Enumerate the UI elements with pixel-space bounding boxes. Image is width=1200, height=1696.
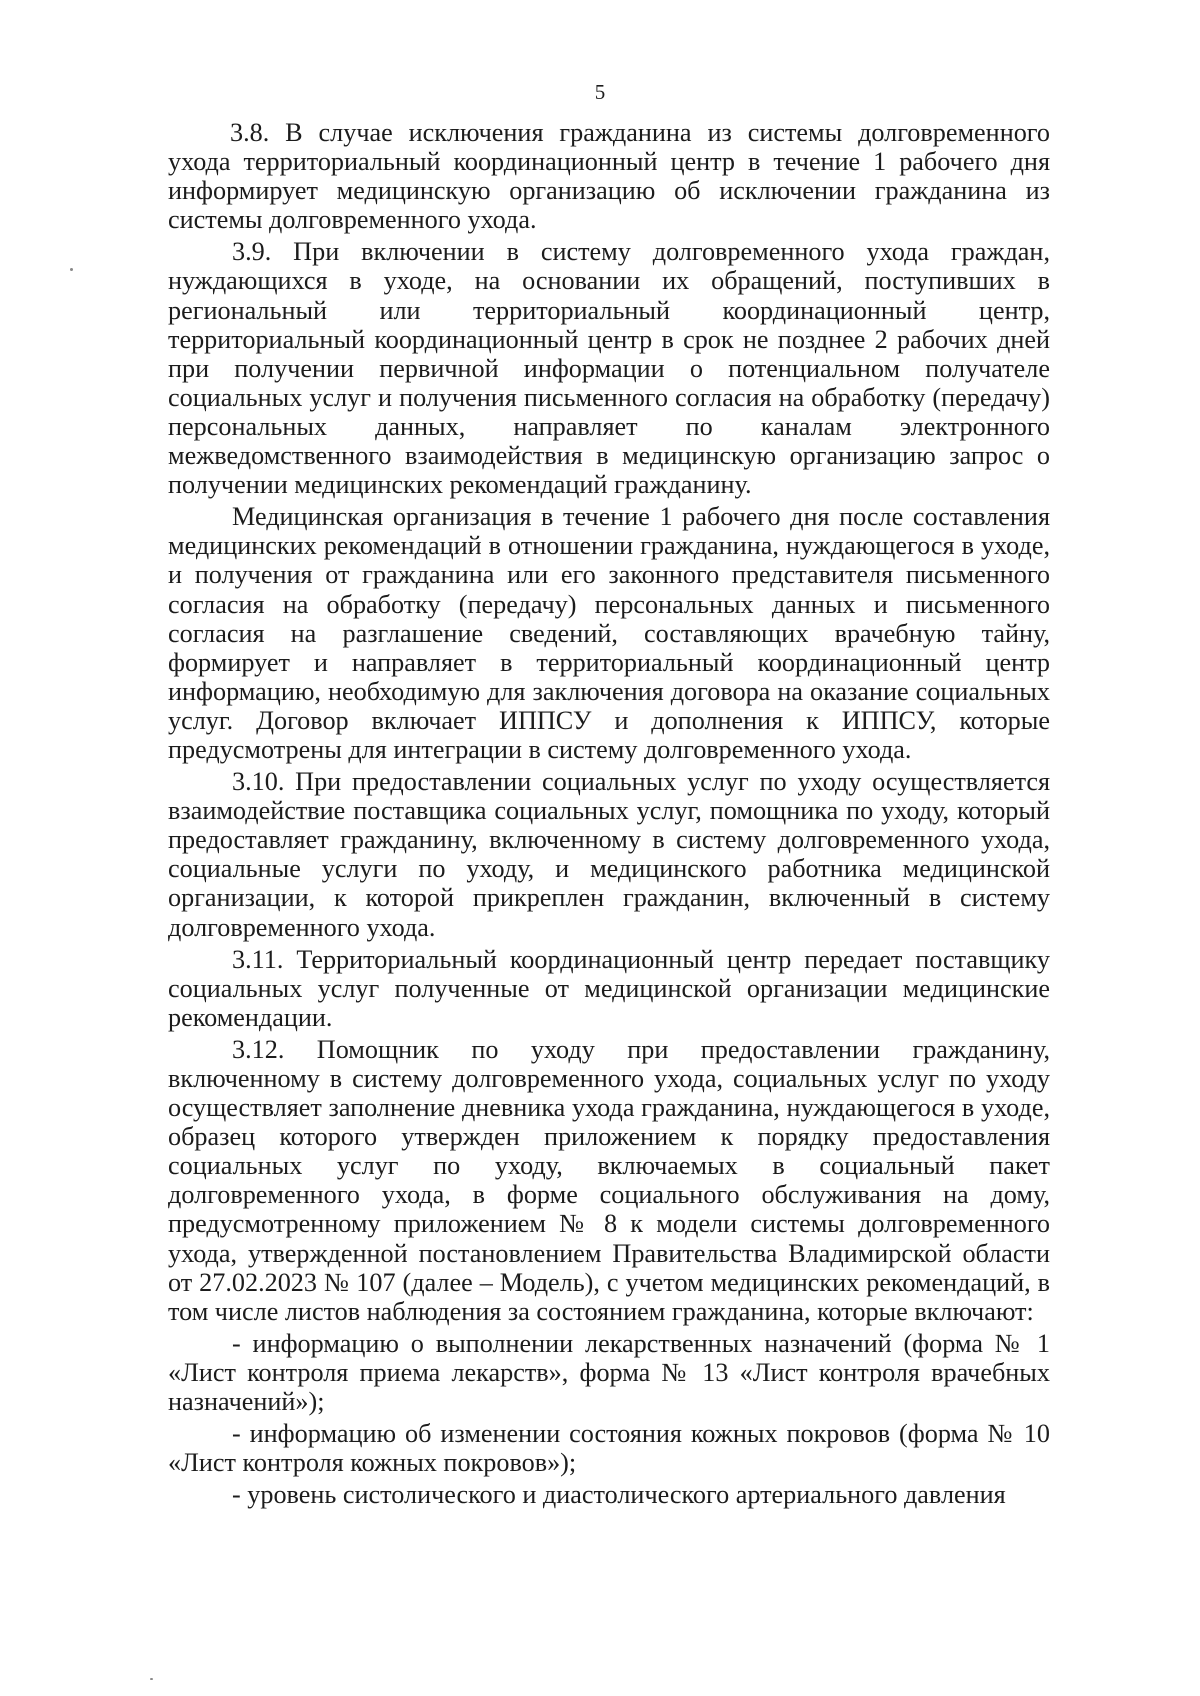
paragraph-3-10: 3.10. При предоставлении социальных услуг по уходу осуществляется взаимодействие поставщика социальных услуг, помощника по уходу, который предоставляет гражданину, включенному в систему долговременного ухода, социальные услуги по уходу, и медицинского работника медицинской организации, к которой прикреплен гражданин, включенный в систему долговременного ухода. bbox=[168, 767, 1050, 942]
list-item-skin: - информацию об изменении состояния кожных покровов (форма № 10 «Лист контроля кожных покровов»); bbox=[168, 1419, 1050, 1478]
list-item-medication: - информацию о выполнении лекарственных назначений (форма № 1 «Лист контроля приема лекарств», форма № 13 «Лист контроля врачебных назначений»); bbox=[168, 1328, 1050, 1417]
paragraph-3-8: 3.8. В случае исключения гражданина из системы долговременного ухода территориальный координационный центр в течение 1 рабочего дня информирует медицинскую организацию об исключении гражданина из системы долговременного ухода. bbox=[168, 118, 1050, 235]
paragraph-3-11: 3.11. Территориальный координационный центр передает поставщику социальных услуг полученные от медицинской организации медицинские рекомендации. bbox=[168, 944, 1050, 1032]
scan-dot bbox=[150, 1678, 153, 1680]
list-item-blood-pressure: - уровень систолического и диастолического артериального давления bbox=[232, 1480, 1006, 1510]
paragraph-3-12: 3.12. Помощник по уходу при предоставлении гражданину, включенному в систему долговременного ухода, социальных услуг по уходу осуществляет заполнение дневника ухода гражданина, нуждающегося в уходе, образец которого утвержден приложением к порядку предоставления социальных услуг по уходу, включаемых в социальный пакет долговременного ухода, в форме социального обслуживания на дому, предусмотренному приложением № 8 к модели системы долговременного ухода, утвержденной постановлением Правительства Владимирской области от 27.02.2023 № 107 (далее – Модель), с учетом медицинских рекомендаций, в том числе листов наблюдения за состоянием гражданина, которые включают: bbox=[168, 1034, 1050, 1326]
page-number: 5 bbox=[594, 80, 606, 104]
document-body bbox=[168, 118, 1050, 1512]
paragraph-3-9: 3.9. При включении в систему долговременного ухода граждан, нуждающихся в уходе, на основании их обращений, поступивших в региональный или территориальный координационный центр, территориальный координационный центр в срок не позднее 2 рабочих дней при получении первичной информации о потенциальном получателе социальных услуг и получения письменного согласия на обработку (передачу) персональных данных, направляет по каналам электронного межведомственного взаимодействия в медицинскую организацию запрос о получении медицинских рекомендаций гражданину. bbox=[168, 237, 1050, 500]
scan-dot bbox=[70, 268, 73, 271]
paragraph-medical-organization: Медицинская организация в течение 1 рабочего дня после составления медицинских рекомендаций в отношении гражданина, нуждающегося в уходе, и получения от гражданина или его законного представителя письменного согласия на обработку (передачу) персональных данных и письменного согласия на разглашение сведений, составляющих врачебную тайну, формирует и направляет в территориальный координационный центр информацию, необходимую для заключения договора на оказание социальных услуг. Договор включает ИППСУ и дополнения к ИППСУ, которые предусмотрены для интеграции в систему долговременного ухода. bbox=[168, 502, 1050, 764]
